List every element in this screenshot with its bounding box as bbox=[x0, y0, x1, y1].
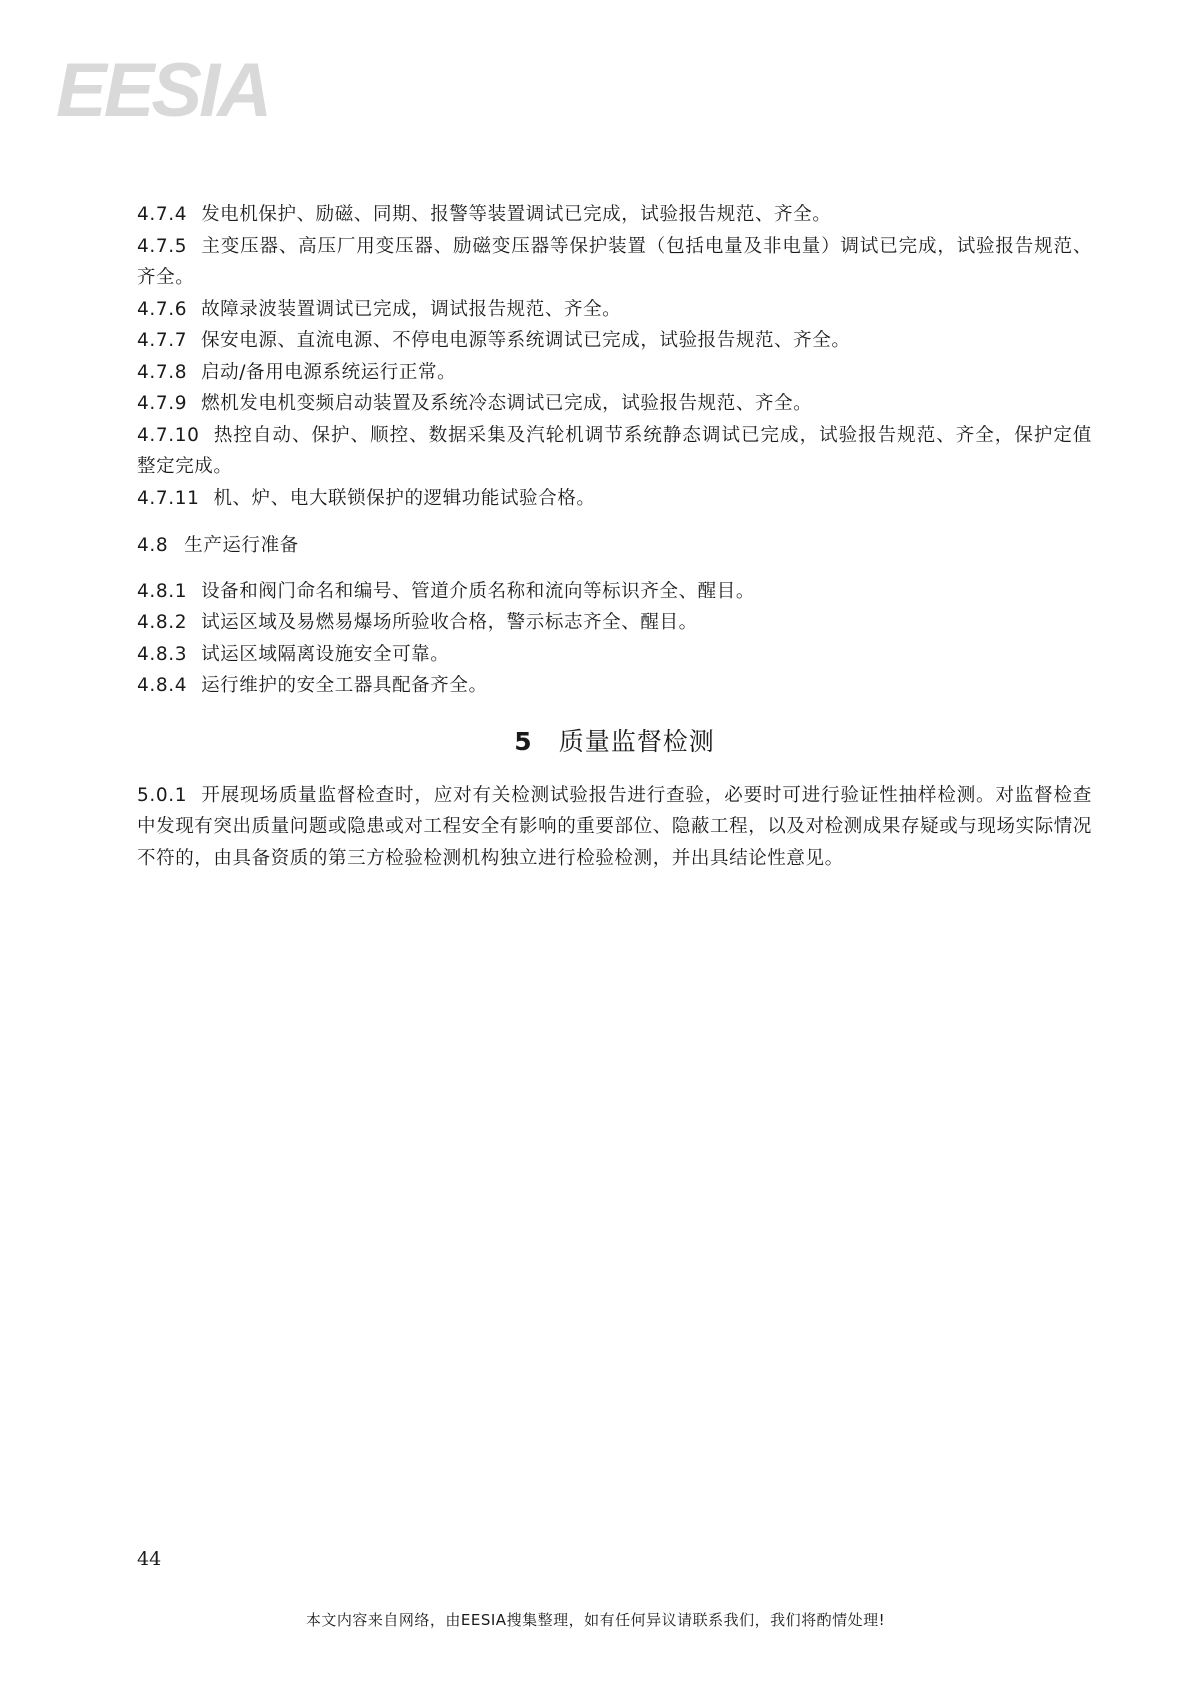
chapter-title: 质量监督检测 bbox=[558, 726, 715, 756]
clause-4-8-4 bbox=[137, 670, 1092, 702]
clause-text: 燃机发电机变频启动装置及系统冷态调试已完成，试验报告规范、齐全。 bbox=[201, 393, 813, 414]
clause-4-8-3 bbox=[137, 639, 1092, 671]
section-heading-4-8 bbox=[137, 530, 1092, 562]
clause-4-7-4 bbox=[137, 199, 1092, 231]
section-4-7-list bbox=[137, 199, 1092, 514]
clause-number: 4.7.8 bbox=[137, 361, 188, 383]
clause-number: 4.7.11 bbox=[137, 487, 200, 509]
page-number: 44 bbox=[137, 1548, 162, 1570]
eesia-logo bbox=[56, 48, 306, 132]
clause-number: 4.7.5 bbox=[137, 235, 188, 257]
clause-number: 5.0.1 bbox=[137, 784, 188, 806]
clause-text: 保安电源、直流电源、不停电电源等系统调试已完成，试验报告规范、齐全。 bbox=[201, 330, 851, 351]
clause-number: 4.7.4 bbox=[137, 204, 188, 225]
document-body bbox=[137, 199, 1092, 874]
footer-note: 本文内容来自网络，由EESIA搜集整理，如有任何异议请联系我们，我们将酌情处理! bbox=[305, 1611, 886, 1629]
clause-number: 4.8.1 bbox=[137, 580, 188, 602]
chapter-5-list bbox=[137, 780, 1092, 875]
clause-text: 启动/备用电源系统运行正常。 bbox=[201, 361, 457, 383]
clause-text: 试运区域隔离设施安全可靠。 bbox=[201, 643, 450, 665]
clause-4-7-7 bbox=[137, 325, 1092, 357]
clause-text: 故障录波装置调试已完成，调试报告规范、齐全。 bbox=[201, 298, 622, 320]
section-title: 生产运行准备 bbox=[184, 535, 299, 556]
clause-4-7-10 bbox=[137, 420, 1092, 483]
clause-text: 开展现场质量监督检查时，应对有关检测试验报告进行查验，必要时可进行验证性抽样检测。对监督检查中发现有突出质量问题或隐患或对工程安全有影响的重要部位、隐蔽工程，以及对检测成果存疑或与现场实际情况不符的，由具备资质的第三方检验检测机构独立进行检验检测，并出具结论性意见。 bbox=[137, 784, 1093, 869]
clause-5-0-1 bbox=[137, 780, 1092, 875]
eesia-logo-text: EESIA bbox=[56, 48, 270, 132]
clause-number: 4.7.9 bbox=[137, 393, 188, 414]
clause-number: 4.7.6 bbox=[137, 298, 188, 320]
clause-text: 试运区域及易燃易爆场所验收合格，警示标志齐全、醒目。 bbox=[201, 612, 698, 633]
chapter-heading-5 bbox=[137, 724, 1092, 760]
section-number: 4.8 bbox=[137, 535, 169, 556]
clause-text: 热控自动、保护、顺控、数据采集及汽轮机调节系统静态调试已完成，试验报告规范、齐全，保护定值整定完成。 bbox=[137, 424, 1092, 477]
clause-text: 设备和阀门命名和编号、管道介质名称和流向等标识齐全、醒目。 bbox=[201, 580, 755, 602]
clause-4-7-6 bbox=[137, 294, 1092, 326]
clause-number: 4.7.10 bbox=[137, 424, 200, 446]
eesia-logo-graphic bbox=[56, 48, 306, 132]
clause-4-7-11 bbox=[137, 483, 1092, 515]
clause-4-8-1 bbox=[137, 576, 1092, 608]
clause-4-7-9 bbox=[137, 388, 1092, 420]
clause-4-8-2 bbox=[137, 607, 1092, 639]
clause-text: 运行维护的安全工器具配备齐全。 bbox=[201, 675, 488, 696]
clause-number: 4.8.4 bbox=[137, 675, 188, 696]
clause-number: 4.8.2 bbox=[137, 612, 188, 633]
section-4-8-list bbox=[137, 576, 1092, 702]
clause-text: 发电机保护、励磁、同期、报警等装置调试已完成，试验报告规范、齐全。 bbox=[201, 204, 832, 225]
clause-number: 4.8.3 bbox=[137, 643, 188, 665]
clause-text: 机、炉、电大联锁保护的逻辑功能试验合格。 bbox=[213, 487, 596, 509]
clause-text: 主变压器、高压厂用变压器、励磁变压器等保护装置（包括电量及非电量）调试已完成，试验报告规范、齐全。 bbox=[137, 235, 1092, 288]
clause-number: 4.7.7 bbox=[137, 330, 188, 351]
clause-4-7-8 bbox=[137, 357, 1092, 389]
chapter-number: 5 bbox=[514, 726, 533, 756]
clause-4-7-5 bbox=[137, 231, 1092, 294]
